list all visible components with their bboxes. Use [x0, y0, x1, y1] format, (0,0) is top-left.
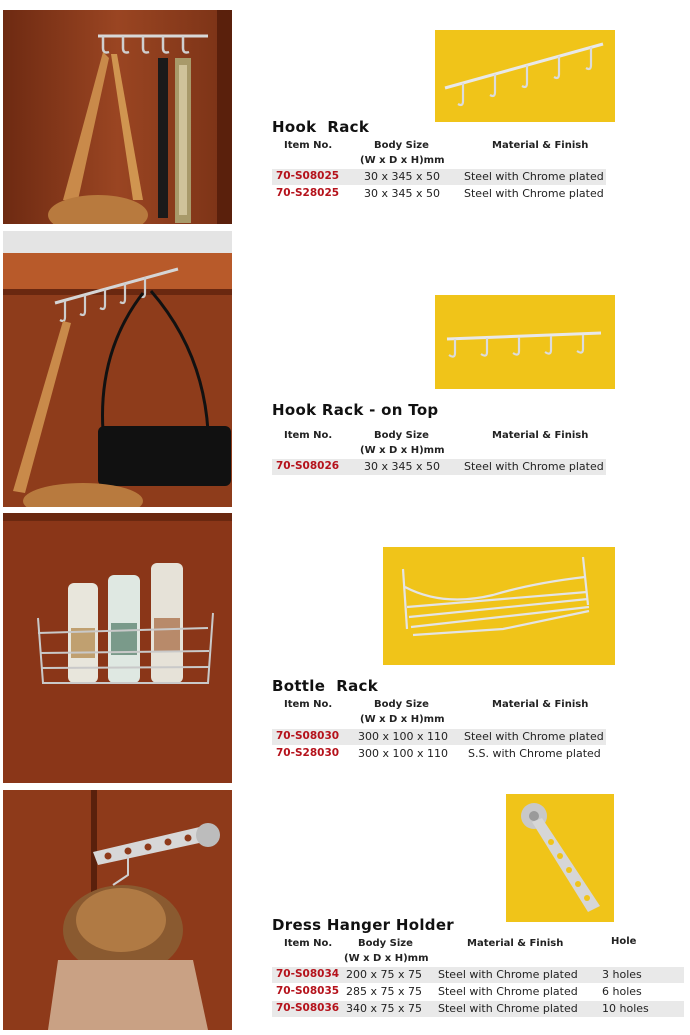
hook-rack-on-top-product-image: [435, 295, 615, 389]
header-size-unit: (W x D x H)mm: [360, 155, 445, 166]
item-number: 70-S08025: [276, 170, 340, 182]
header-body-size: Body Size: [374, 699, 429, 710]
header-size-unit: (W x D x H)mm: [360, 714, 445, 725]
item-number: 70-S08034: [276, 968, 340, 980]
hole-count: 6 holes: [602, 985, 642, 998]
body-size: 340 x 75 x 75: [346, 1002, 422, 1015]
header-material: Material & Finish: [492, 140, 589, 151]
item-number: 70-S08036: [276, 1002, 340, 1014]
body-size: 30 x 345 x 50: [364, 187, 440, 200]
table-row: [272, 459, 606, 475]
material-finish: Steel with Chrome plated: [464, 460, 604, 473]
header-body-size: Body Size: [358, 938, 413, 949]
section-title: Hook Rack: [272, 118, 370, 136]
table-row: [272, 967, 684, 983]
body-size: 200 x 75 x 75: [346, 968, 422, 981]
hole-count: 10 holes: [602, 1002, 649, 1015]
header-body-size: Body Size: [374, 140, 429, 151]
material-finish: S.S. with Chrome plated: [468, 747, 601, 760]
section-title: Hook Rack - on Top: [272, 401, 439, 419]
material-finish: Steel with Chrome plated: [464, 187, 604, 200]
header-material: Material & Finish: [492, 430, 589, 441]
dress-hanger-holder-photo: [3, 790, 232, 1030]
table-row: [272, 186, 606, 202]
hole-count: 3 holes: [602, 968, 642, 981]
material-finish: Steel with Chrome plated: [438, 985, 578, 998]
item-number: 70-S08026: [276, 460, 340, 472]
header-item-no: Item No.: [284, 430, 333, 441]
header-item-no: Item No.: [284, 699, 333, 710]
item-number: 70-S28025: [276, 187, 340, 199]
material-finish: Steel with Chrome plated: [464, 730, 604, 743]
hook-rack-product-image: [435, 30, 615, 122]
section-title: Dress Hanger Holder: [272, 916, 454, 934]
item-number: 70-S08030: [276, 730, 340, 742]
body-size: 30 x 345 x 50: [364, 170, 440, 183]
header-size-unit: (W x D x H)mm: [360, 445, 445, 456]
header-material: Material & Finish: [492, 699, 589, 710]
bottle-rack-product-image: [383, 547, 615, 665]
bottle-rack-photo: [3, 513, 232, 783]
body-size: 30 x 345 x 50: [364, 460, 440, 473]
hook-rack-photo: [3, 10, 232, 224]
header-body-size: Body Size: [374, 430, 429, 441]
item-number: 70-S28030: [276, 747, 340, 759]
table-row: [272, 746, 606, 762]
section-title: Bottle Rack: [272, 677, 378, 695]
material-finish: Steel with Chrome plated: [464, 170, 604, 183]
hook-rack-on-top-photo: [3, 231, 232, 507]
item-number: 70-S08035: [276, 985, 340, 997]
header-size-unit: (W x D x H)mm: [344, 953, 429, 964]
material-finish: Steel with Chrome plated: [438, 1002, 578, 1015]
dress-hanger-holder-product-image: [506, 794, 614, 922]
body-size: 285 x 75 x 75: [346, 985, 422, 998]
header-item-no: Item No.: [284, 938, 333, 949]
table-row: [272, 1001, 684, 1017]
header-material: Material & Finish: [467, 938, 564, 949]
header-hole: Hole: [611, 936, 637, 947]
body-size: 300 x 100 x 110: [358, 747, 448, 760]
table-row: [272, 729, 606, 745]
body-size: 300 x 100 x 110: [358, 730, 448, 743]
table-row: [272, 984, 684, 1000]
table-row: [272, 169, 606, 185]
material-finish: Steel with Chrome plated: [438, 968, 578, 981]
header-item-no: Item No.: [284, 140, 333, 151]
